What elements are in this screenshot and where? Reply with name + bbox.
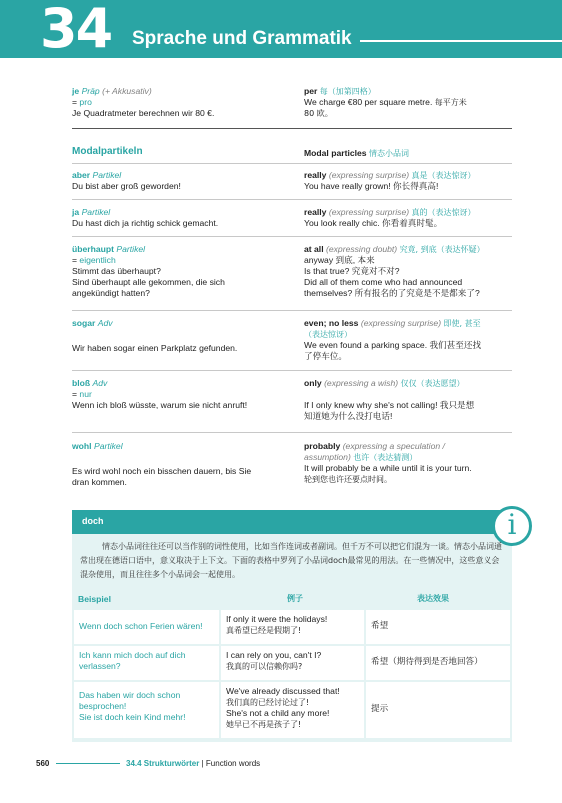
example-de: besprochen! [79,701,127,711]
chapter-title: Sprache und Grammatik [132,28,352,49]
example-zh: 我真的可以信赖你吗? [226,662,303,671]
example-zh: 轮到您也许还要点时间。 [304,475,392,484]
example-en: If I only knew why she's not calling! 我只是想 [304,400,475,410]
info-box-header [72,510,512,534]
info-icon: i [492,506,532,546]
example-de: Je Quadratmeter berechnen wir 80 €. [72,108,215,118]
chapter-header [0,0,562,58]
example-zh: 每平方米 [434,98,467,107]
divider [72,236,512,237]
header-rule [360,40,562,42]
footer-section-en: Function words [205,759,261,768]
example-en: She's not a child any more! [226,708,330,718]
example-de: verlassen? [79,661,121,671]
translation-word: even; no less [304,318,359,328]
synonym-mark: = [72,389,78,399]
table-row-effect: 希望（期待得到是否地回答） [366,646,510,680]
example-en: 知道她为什么没打电话! [304,411,393,421]
section-title-de: Modalpartikeln [72,146,143,157]
example-de: Du hast dich ja richtig schick gemacht. [72,218,219,228]
example-zh-continued: 80 欧。 [304,109,333,118]
part-of-speech: Präp [81,86,100,96]
part-of-speech: Partikel [93,441,123,451]
synonym: nur [79,389,92,399]
footer-section [126,759,260,768]
translation-word: really [304,207,327,217]
headword: bloß [72,378,91,388]
synonym: pro [79,97,92,107]
translation-zh: 仅仅（表达愿望） [400,379,465,388]
usage-note: (expressing surprise) [328,207,410,217]
part-of-speech: Partikel [81,207,111,217]
synonym-mark: = [72,255,78,265]
example-zh: 她早已不再是孩子了! [226,720,302,729]
table-row-effect: 提示 [366,682,510,738]
table-header-beispiel: Beispiel [78,594,111,604]
example-zh: 真希望已经是假期了! [226,626,302,635]
example-en: We've already discussed that! [226,686,340,696]
info-box-text: 情态小品词往往还可以当作别的词性使用，比如当作连词或者副词。但千万不可以把它们混为一谈。情态小品词通常出现在德语口语中，意义取决于上下文。下面的表格中罗列了小品词doch最常见的用法。在一些情况中，这些意义会混杂使用，而且往往多个小品词会一起使用。 [80,542,502,579]
part-of-speech: Partikel [116,244,146,254]
example-de: Wir haben sogar einen Parkplatz gefunden. [72,343,238,353]
example-en: If only it were the holidays! [226,614,328,624]
headword: aber [72,170,91,180]
synonym-mark: = [72,97,78,107]
table-row-de [74,646,219,680]
table-row-en [221,682,364,738]
usage-note-continued: assumption) [304,452,351,462]
example-de: angekündigt hatten? [72,288,150,298]
table-row-en [221,646,364,680]
example-zh: 我们真的已经讨论过了! [226,698,310,707]
footer-rule [56,763,120,764]
example-en: Is that true? 究竟对不对? [304,266,400,276]
example-de: Stimmt das überhaupt? [72,266,161,276]
synonym: eigentlich [79,255,116,265]
table-row-de [74,610,219,644]
footer-separator: | [201,759,204,768]
divider [72,163,512,164]
divider [72,432,512,433]
example-de: Sind überhaupt alle gekommen, die sich [72,277,225,287]
translation-word: only [304,378,322,388]
table-row-de [74,682,219,738]
table-row-effect: 希望 [366,610,510,644]
headword: überhaupt [72,244,115,254]
example-de: Das haben wir doch schon [79,690,181,700]
divider [72,310,512,311]
translation-zh: 也许（表达猜测） [353,453,418,462]
translation-zh-continued: （表达惊讶） [304,330,352,339]
example-de: Wenn ich bloß wüsste, warum sie nicht anruft! [72,400,248,410]
example-en: anyway 到底, 本来 [304,255,375,265]
divider [72,370,512,371]
usage-note: (expressing doubt) [325,244,398,254]
headword: je [72,86,80,96]
example-en: Did all of them come who had announced [304,277,463,287]
chapter-number: 34 [40,0,112,60]
example-en: We charge €80 per square metre. [304,97,433,107]
headword: ja [72,207,80,217]
example-de: Sie ist doch kein Kind mehr! [79,712,186,722]
divider [72,128,512,129]
headword: wohl [72,441,92,451]
section-title-zh: 情态小品词 [368,149,409,158]
translation-word: per [304,86,318,96]
footer-section-de: 34.4 Strukturwörter [126,759,200,768]
grammar-note: (+ Akkusativ) [102,86,152,96]
example-en: 了停车位。 [304,351,347,361]
table-header-example: 例子 [287,594,303,603]
info-box-doch [72,508,517,742]
translation-zh: 每（加第四格） [319,87,376,96]
example-en: We even found a parking space. 我们甚至还找 [304,340,482,350]
translation-zh: 究竟, 到底（表达怀疑） [399,245,485,254]
divider [72,199,512,200]
translation-zh: 即使, 甚至 [443,319,481,328]
table-row-en [221,610,364,644]
example-en: themselves? 所有报名的了究竟是不是都来了? [304,288,480,298]
part-of-speech: Partikel [92,170,122,180]
usage-note: (expressing a wish) [324,378,399,388]
page-number: 560 [36,759,50,768]
example-de: Ich kann mich doch auf dich [79,650,186,660]
translation-word: really [304,170,327,180]
example-de: Es wird wohl noch ein bisschen dauern, bis Sie [72,466,252,476]
example-de: Du bist aber groß geworden! [72,181,181,191]
info-box-title: doch [82,516,104,526]
part-of-speech: Adv [92,378,108,388]
part-of-speech: Adv [97,318,113,328]
translation-word: at all [304,244,324,254]
translation-word: probably [304,441,341,451]
example-en: I can rely on you, can't I? [226,650,322,660]
example-en: You have really grown! 你长得真高! [304,181,439,191]
usage-note: (expressing a speculation / [342,441,445,451]
example-de: dran kommen. [72,477,127,487]
example-de: Wenn doch schon Ferien wären! [79,621,203,631]
example-en: It will probably be a while until it is your turn. [304,463,472,473]
section-title-en: Modal particles [304,148,367,158]
headword: sogar [72,318,96,328]
usage-note: (expressing surprise) [360,318,442,328]
table-header-effect: 表达效果 [417,594,449,603]
translation-zh: 真的（表达惊讶） [411,208,476,217]
usage-note: (expressing surprise) [328,170,410,180]
translation-zh: 真是（表达惊讶） [411,171,476,180]
example-en: You look really chic. 你看着真时髦。 [304,218,443,228]
